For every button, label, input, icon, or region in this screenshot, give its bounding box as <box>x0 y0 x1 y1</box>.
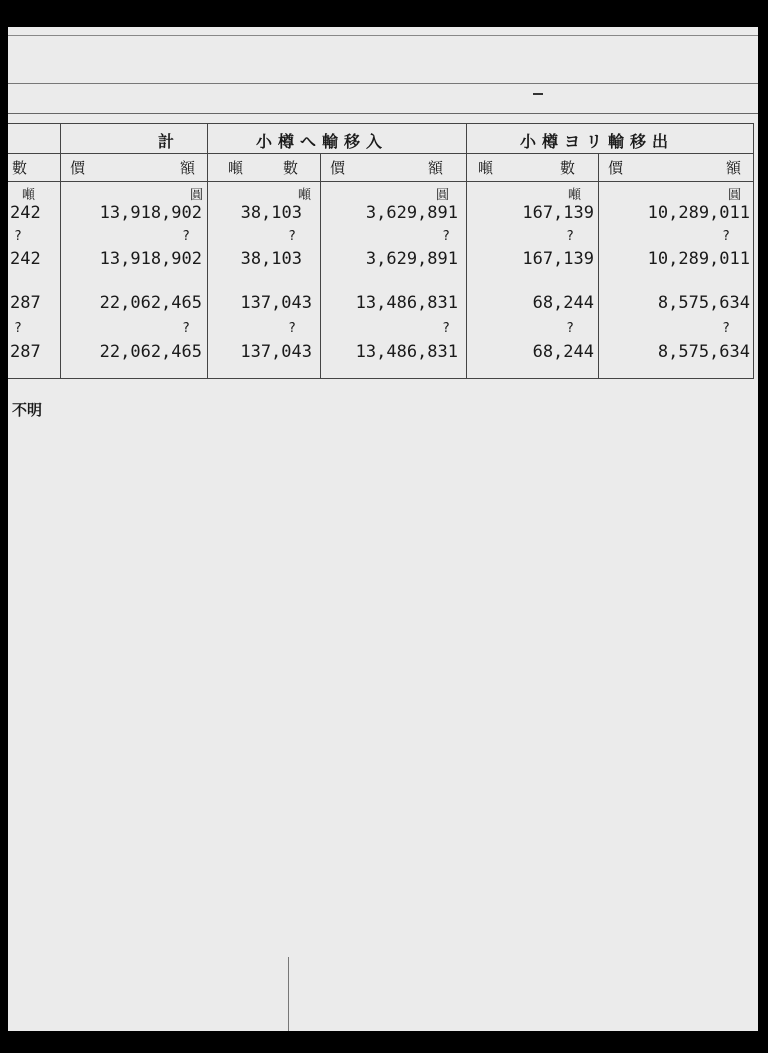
table-cell: 13,486,831 <box>355 342 458 362</box>
table-cell: 287 <box>10 342 41 362</box>
trade-table <box>8 123 754 379</box>
table-cell: 68,244 <box>532 293 594 313</box>
col-divider <box>207 123 208 379</box>
table-cell: ? <box>288 321 296 336</box>
header-total: 計 <box>158 132 175 151</box>
ink-mark <box>533 93 543 95</box>
table-cell: ? <box>288 229 296 244</box>
col-divider <box>320 153 321 379</box>
fold-line <box>288 957 289 1031</box>
unit-ton: 噸 <box>568 188 582 203</box>
document-page <box>8 27 758 1031</box>
table-cell: 3,629,891 <box>365 249 458 269</box>
table-cell: 13,918,902 <box>99 249 202 269</box>
col-divider <box>753 123 754 379</box>
table-cell: 3,629,891 <box>365 203 458 223</box>
top-rule <box>8 35 758 36</box>
table-cell: 8,575,634 <box>657 293 750 313</box>
unit-ton: 噸 <box>298 188 312 203</box>
table-top-rule <box>8 123 754 124</box>
col-divider <box>60 123 61 379</box>
col-qty-partial: 數 <box>12 159 28 177</box>
col-qty: 數 <box>560 159 576 177</box>
table-cell: ? <box>182 229 190 244</box>
table-cell: 10,289,011 <box>647 203 750 223</box>
header-import: 小樽へ輸移入 <box>256 132 389 151</box>
table-cell: ? <box>566 229 574 244</box>
table-cell: 13,918,902 <box>99 203 202 223</box>
table-cell: 242 <box>10 249 41 269</box>
table-cell: 8,575,634 <box>657 342 750 362</box>
table-cell: ? <box>722 321 730 336</box>
unit-yen: 圓 <box>436 188 450 203</box>
group-header-rule <box>8 153 754 154</box>
header-rule <box>8 83 758 84</box>
footnote: 不明 <box>12 401 43 419</box>
col-divider <box>598 153 599 379</box>
header-export: 小樽ヨリ輸移出 <box>520 132 675 151</box>
col-ton: 噸 <box>478 159 494 177</box>
col-value-a: 價 <box>608 159 624 177</box>
table-cell: 137,043 <box>240 293 312 313</box>
unit-yen: 圓 <box>728 188 742 203</box>
table-bottom-rule <box>8 378 754 379</box>
table-cell: 167,139 <box>522 249 594 269</box>
table-cell: ? <box>14 321 22 336</box>
table-cell: 22,062,465 <box>99 342 202 362</box>
column-header-rule <box>8 181 754 182</box>
table-cell: ? <box>14 229 22 244</box>
table-cell: 137,043 <box>240 342 312 362</box>
table-cell: 167,139 <box>522 203 594 223</box>
table-cell: 10,289,011 <box>647 249 750 269</box>
col-value-b: 額 <box>726 159 742 177</box>
table-cell: 242 <box>10 203 41 223</box>
table-cell: ? <box>722 229 730 244</box>
table-cell: 38,103 <box>240 249 302 269</box>
unit-ton: 噸 <box>22 188 36 203</box>
table-cell: 68,244 <box>532 342 594 362</box>
section-rule <box>8 113 758 114</box>
table-cell: 22,062,465 <box>99 293 202 313</box>
col-value-b: 額 <box>180 159 196 177</box>
table-cell: ? <box>442 229 450 244</box>
col-value-b: 額 <box>428 159 444 177</box>
table-cell: ? <box>442 321 450 336</box>
table-cell: ? <box>566 321 574 336</box>
table-cell: 287 <box>10 293 41 313</box>
col-qty: 數 <box>283 159 299 177</box>
table-cell: 13,486,831 <box>355 293 458 313</box>
table-cell: ? <box>182 321 190 336</box>
col-ton: 噸 <box>228 159 244 177</box>
col-value-a: 價 <box>70 159 86 177</box>
table-cell: 38,103 <box>240 203 302 223</box>
col-divider <box>466 123 467 379</box>
col-value-a: 價 <box>330 159 346 177</box>
unit-yen: 圓 <box>190 188 204 203</box>
